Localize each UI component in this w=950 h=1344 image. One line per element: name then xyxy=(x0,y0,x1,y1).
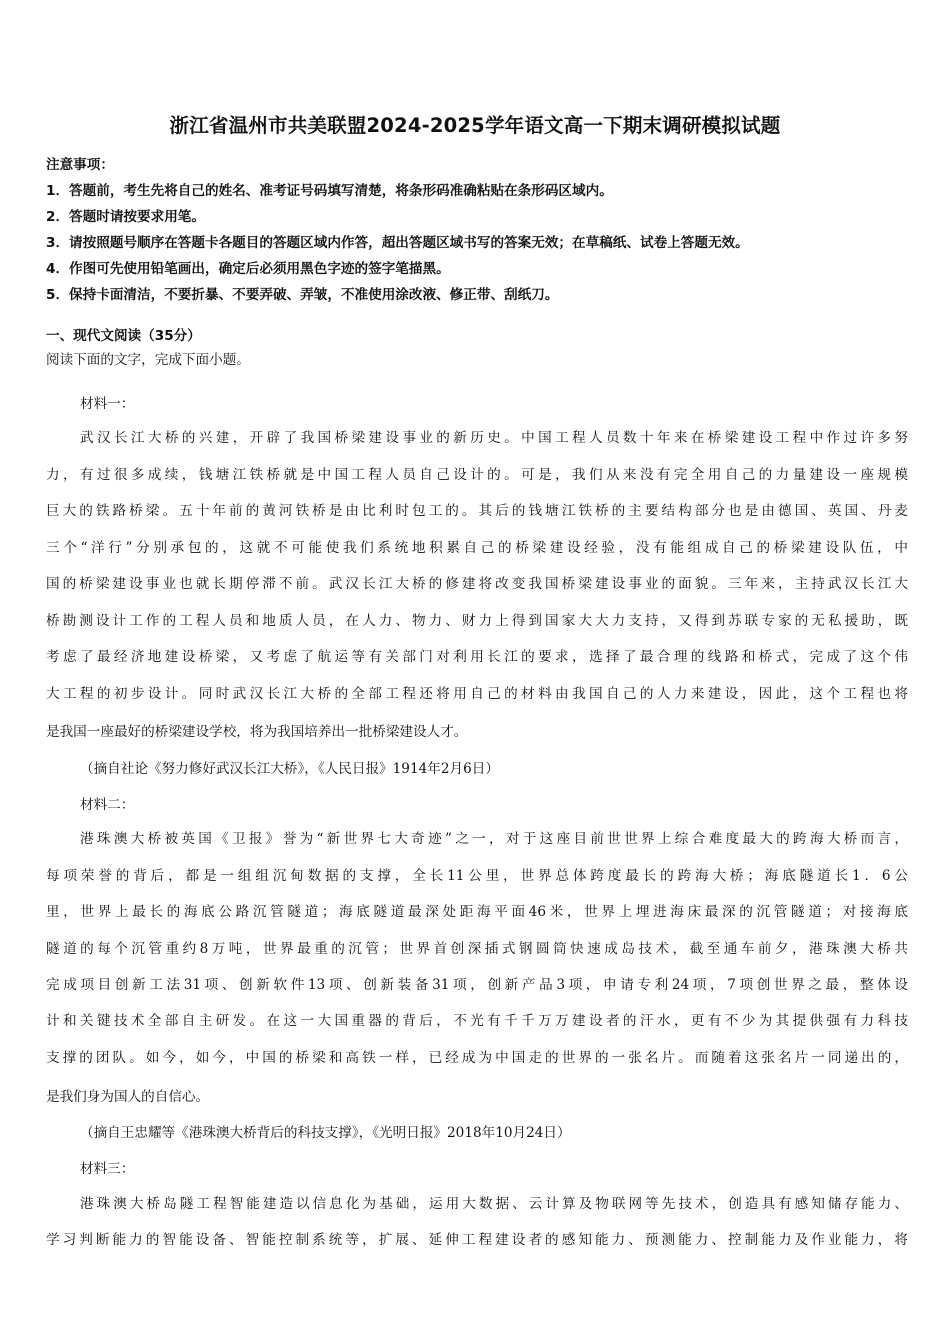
notice-item: 4．作图可先使用铅笔画出，确定后必须用黑色字迹的签字笔描黑。 xyxy=(46,261,450,277)
notice-item: 5．保持卡面清洁，不要折暴、不要弄破、弄皱，不准使用涂改液、修正带、刮纸刀。 xyxy=(46,287,559,303)
passage-line: 大工程的初步设计。同时武汉长江大桥的全部工程还将用自己的材料由我国自己的人力来建设，因此，这个工程也将 xyxy=(46,685,908,702)
passage-line: 支撑的团队。如今，如今，中国的桥梁和高铁一样，已经成为中国走的世界的一张名片。而随着这张名片一同递出的， xyxy=(46,1049,908,1066)
page-title: 浙江省温州市共美联盟2024-2025学年语文高一下期末调研模拟试题 xyxy=(169,114,781,137)
passage-line: 港珠澳大桥岛隧工程智能建造以信息化为基础，运用大数据、云计算及物联网等先技术，创造具有感知储存能力、 xyxy=(80,1195,908,1212)
passage-line: 三个“洋行”分别承包的，这就不可能使我们系统地积累自己的桥梁建设经验，没有能组成自己的桥梁建设队伍，中 xyxy=(46,539,908,556)
source-citation: （摘自社论《努力修好武汉长江大桥》，《人民日报》1914年2月6日） xyxy=(80,760,499,777)
material-label: 材料二： xyxy=(80,797,135,814)
passage-line: 考虑了最经济地建设桥梁，又考虑了航运等有关部门对利用长江的要求，选择了最合理的线路和桥式，完成了这个伟 xyxy=(46,649,908,666)
passage-line: 武汉长江大桥的兴建，开辟了我国桥梁建设事业的新历史。中国工程人员数十年来在桥梁建设工程中作过许多努 xyxy=(80,430,908,447)
passage-line: 计和关键技术全部自主研发。在这一大国重器的背后，不光有千千万万建设者的汗水，更有不少为其提供强有力科技 xyxy=(46,1013,908,1030)
source-citation: （摘自王忠耀等《港珠澳大桥背后的科技支撑》，《光明日报》2018年10月24日） xyxy=(80,1124,571,1141)
notice-block xyxy=(46,152,926,308)
passage-line: 巨大的铁路桥梁。五十年前的黄河铁桥是由比利时包工的。其后的钱塘江铁桥的主要结构部分也是由德国、英国、丹麦 xyxy=(46,503,908,520)
passage-line: 港珠澳大桥被英国《卫报》誉为“新世界七大奇迹”之一，对于这座目前世世界上综合难度最大的跨海大桥而言， xyxy=(80,831,908,848)
passage-line: 完成项目创新工法31项、创新软件13项、创新装备31项，创新产品3项，申请专利24项，7项创世界之最，整体设 xyxy=(46,977,908,993)
passage-line: 桥勘测设计工作的工程人员和地质人员，在人力、物力、财力上得到国家大大力支持，又得到苏联专家的无私援助，既 xyxy=(46,612,908,629)
passage-line: 里，世界上最长的海底公路沉管隧道；海底隧道最深处距海平面46米，世界上埋进海床最深的沉管隧道；对接海底 xyxy=(46,904,908,921)
material-label: 材料三： xyxy=(80,1161,135,1178)
material-label: 材料一： xyxy=(80,396,135,413)
passage-line: 是我们身为国人的自信心。 xyxy=(46,1088,210,1105)
passage-line: 每项荣誉的背后，都是一组组沉甸数据的支撑，全长11公里，世界总体跨度最长的跨海大桥；海底隧道长1．6公 xyxy=(46,867,908,884)
passage-line: 是我国一座最好的桥梁建设学校，将为我国培养出一批桥梁建设人才。 xyxy=(46,724,468,741)
passage-line: 力，有过很多成续，钱塘江铁桥就是中国工程人员自己设计的。可是，我们从来没有完全用自己的力量建设一座规模 xyxy=(46,466,908,483)
section-heading: 一、现代文阅读（35分） xyxy=(46,328,201,344)
notice-item: 1．答题前，考生先将自己的姓名、准考证号码填写清楚，将条形码准确粘贴在条形码区域内。 xyxy=(46,183,613,199)
reading-instruction: 阅读下面的文字，完成下面小题。 xyxy=(46,352,250,368)
notice-item: 2．答题时请按要求用笔。 xyxy=(46,209,205,225)
reading-passage xyxy=(46,384,908,1259)
passage-line: 学习判断能力的智能设备、智能控制系统等，扩展、延伸工程建设者的感知能力、预测能力、控制能力及作业能力，将 xyxy=(46,1232,908,1249)
notice-heading: 注意事项： xyxy=(46,157,114,173)
passage-line: 隧道的每个沉管重约8万吨，世界最重的沉管；世界首创深插式钢圆筒快速成岛技术，截至通车前夕，港珠澳大桥共 xyxy=(46,940,908,957)
passage-line: 国的桥梁建设事业也就长期停滞不前。武汉长江大桥的修建将改变我国桥梁建设事业的面貌。三年来，主持武汉长江大 xyxy=(46,576,908,593)
notice-item: 3．请按照题号顺序在答题卡各题目的答题区域内作答，超出答题区域书写的答案无效；在草稿纸、试卷上答题无效。 xyxy=(46,235,749,251)
